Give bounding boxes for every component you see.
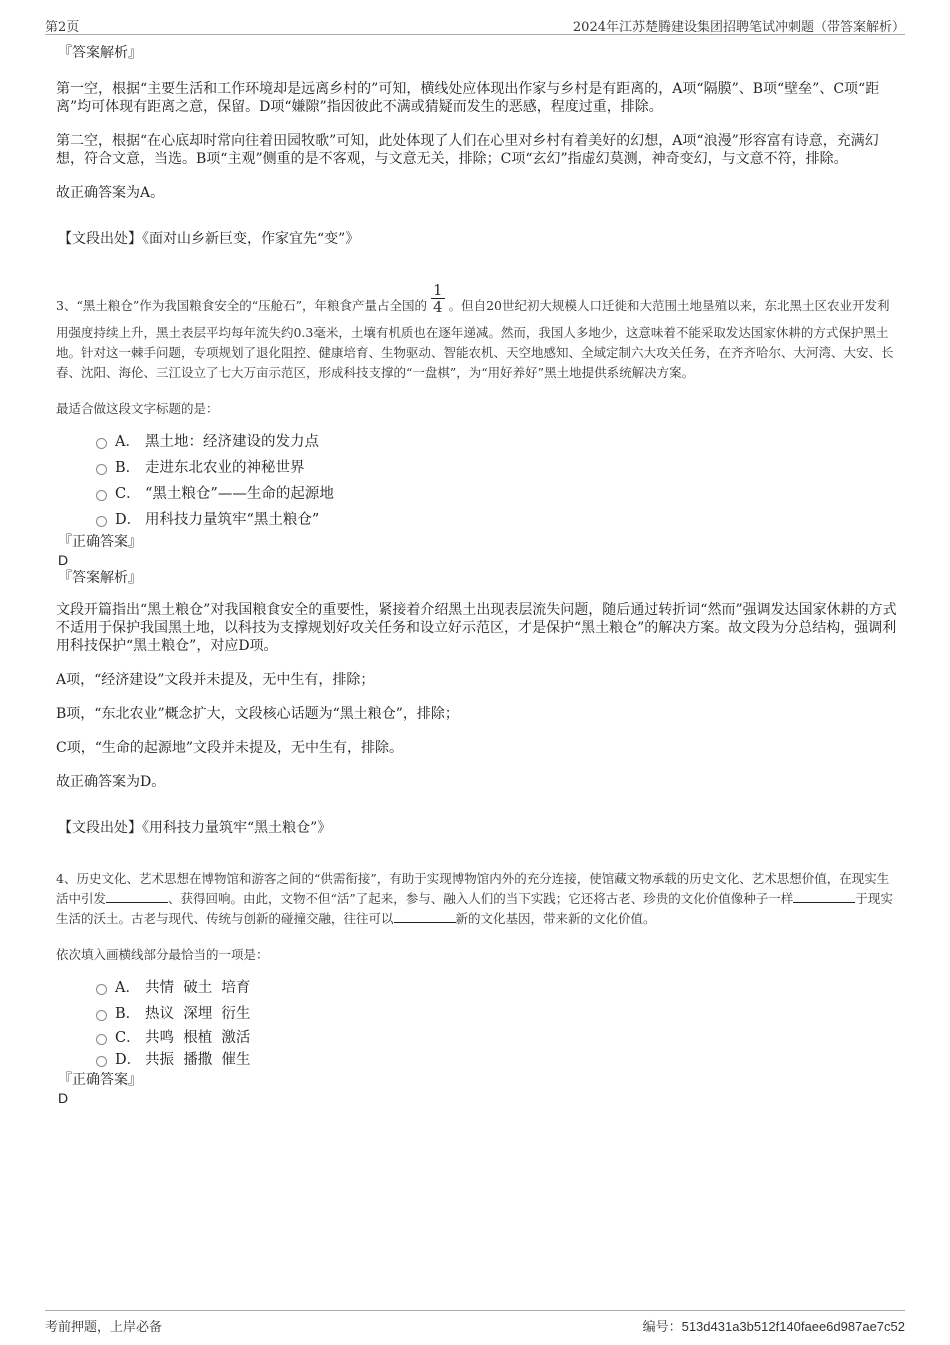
radio-button[interactable] xyxy=(96,1010,107,1021)
question-3-stem xyxy=(56,281,898,383)
document-body xyxy=(56,44,898,1107)
document-code: 513d431a3b512f140faee6d987ae7c52 xyxy=(681,1319,905,1334)
analysis-paragraph: 文段开篇指出“黑土粮仓”对我国粮食安全的重要性，紧接着介绍黑土出现表层流失问题，随后通过转折词“然而”强调发达国家休耕的方式不适用于保护我国黑土地，以科技为支撑规划好攻关任务和设立好示范区，才是保护“黑土粮仓”的解决方案。故文段为分总结构，强调利用科技保护“黑土粮仓”，对应D项。 xyxy=(56,602,897,654)
fraction-denominator: 4 xyxy=(433,298,443,316)
analysis-label: 『答案解析』 xyxy=(58,45,142,61)
conclusion: 故正确答案为D。 xyxy=(56,774,166,790)
radio-button[interactable] xyxy=(96,984,107,995)
analysis-label: 『答案解析』 xyxy=(58,570,142,586)
correct-answer-label: 『正确答案』 xyxy=(58,534,142,550)
option-d[interactable]: D． 共振 播撒 催生 xyxy=(96,1049,898,1071)
analysis-paragraph: C项，“生命的起源地”文段并未提及，无中生有，排除。 xyxy=(56,740,404,756)
question-4-prompt: 依次填入画横线部分最恰当的一项是： xyxy=(56,947,269,962)
correct-answer-label: 『正确答案』 xyxy=(58,1072,142,1088)
source-citation: 【文段出处】《用科技力量筑牢“黑土粮仓”》 xyxy=(58,820,332,836)
analysis-paragraph: 第一空，根据“主要生活和工作环境却是远离乡村的”可知，横线处应体现出作家与乡村是有距离的，A项“隔膜”、B项“壁垒”、C项“距离”均可体现有距离之意，保留。D项“嫌隙”指因彼此不满或猜疑而发生的恶感，程度过重，排除。 xyxy=(56,81,880,115)
analysis-paragraph: A项，“经济建设”文段并未提及，无中生有，排除； xyxy=(56,672,375,688)
question-3-text-a: 3、“黑土粮仓”作为我国粮食安全的“压舱石”，年粮食产量占全国的 xyxy=(56,298,428,313)
question-3-text-b: 。但自20世纪初大规模人口迁徙和大范围土地垦殖以来，东北黑土区农业开发利用强度持续上升，黑土表层平均每年流失约0.3毫米，土壤有机质也在逐年递减。然而，我国人多地少，这意味着不能采取发达国家休耕的方式保护黑土地。针对这一棘手问题，专项规划了退化阻控、健康培育、生物驱动、智能农机、天空地感知、全域定制六大攻关任务，在齐齐哈尔、大河湾、大安、长春、沈阳、海伦、三江设立了七大万亩示范区，形成科技支撑的“一盘棋”，为“用好养好”黑土地提供系统解决方案。 xyxy=(56,298,894,380)
question-3-options xyxy=(96,429,898,533)
question-4-stem: 4、历史文化、艺术思想在博物馆和游客之间的“供需衔接”，有助于实现博物馆内外的充分连接，使馆藏文物承载的历史文化、艺术思想价值，在现实生活中引发 、获得回响。由此，文物不但“活”了起来，参与、融入人们的当下实践；它还将古老、珍贵的文化价值像种子一样 于现实生活的沃土。古老与现代、传统与创新的碰撞交融，往往可以 新的文化基因，带来新的文化价值。 xyxy=(56,871,893,926)
fill-blank xyxy=(106,890,168,903)
radio-button[interactable] xyxy=(96,464,107,475)
fraction xyxy=(431,282,445,315)
page-footer xyxy=(45,1310,905,1335)
question-3-prompt: 最适合做这段文字标题的是： xyxy=(56,401,219,416)
conclusion: 故正确答案为A。 xyxy=(56,185,165,201)
option-a[interactable]: A． 黑土地：经济建设的发力点 xyxy=(96,429,898,455)
option-a[interactable]: A． 共情 破土 培育 xyxy=(96,975,898,1001)
question-4-options xyxy=(96,975,898,1071)
document-title: 2024年江苏楚腾建设集团招聘笔试冲刺题（带答案解析） xyxy=(572,20,905,35)
correct-answer: D xyxy=(58,1090,69,1106)
radio-button[interactable] xyxy=(96,1056,107,1067)
fraction-numerator: 1 xyxy=(433,281,443,299)
analysis-paragraph: B项，“东北农业”概念扩大，文段核心话题为“黑土粮仓”，排除； xyxy=(56,706,459,722)
fill-blank xyxy=(793,890,855,903)
footer-slogan: 考前押题，上岸必备 xyxy=(45,1320,163,1335)
source-citation: 【文段出处】《面对山乡新巨变，作家宜先“变”》 xyxy=(58,231,360,247)
option-d[interactable]: D． 用科技力量筑牢“黑土粮仓” xyxy=(96,507,898,533)
radio-button[interactable] xyxy=(96,490,107,501)
page-header xyxy=(45,14,905,35)
radio-button[interactable] xyxy=(96,516,107,527)
option-c[interactable]: C． 共鸣 根植 激活 xyxy=(96,1027,898,1049)
analysis-paragraph: 第二空，根据“在心底却时常向往着田园牧歌”可知，此处体现了人们在心里对乡村有着美好的幻想，A项“浪漫”形容富有诗意，充满幻想，符合文意，当选。B项“主观”侧重的是不客观，与文意无关，排除；C项“玄幻”指虚幻莫测，神奇变幻，与文意不符，排除。 xyxy=(56,133,879,167)
radio-button[interactable] xyxy=(96,1034,107,1045)
option-b[interactable]: B． 热议 深埋 衍生 xyxy=(96,1001,898,1027)
radio-button[interactable] xyxy=(96,438,107,449)
option-b[interactable]: B． 走进东北农业的神秘世界 xyxy=(96,455,898,481)
correct-answer: D xyxy=(58,552,69,568)
page-number: 第2页 xyxy=(45,20,80,35)
fill-blank xyxy=(394,910,456,923)
document-id: 编号：513d431a3b512f140faee6d987ae7c52 xyxy=(642,1319,905,1334)
option-c[interactable]: C． “黑土粮仓”——生命的起源地 xyxy=(96,481,898,507)
